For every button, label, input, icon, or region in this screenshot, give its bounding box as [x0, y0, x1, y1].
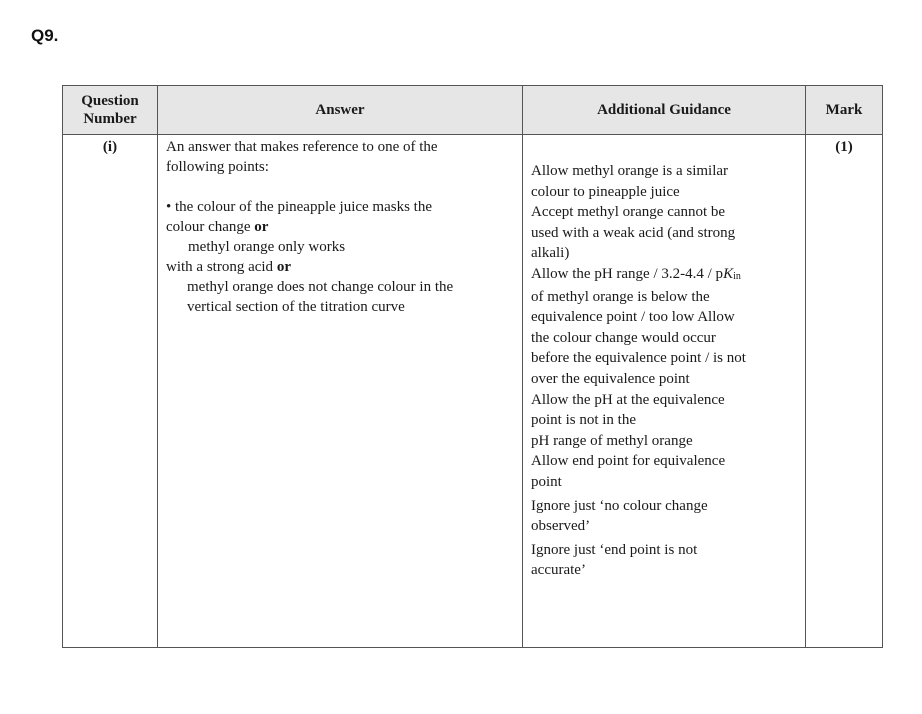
guidance-line: of methyl orange is below the: [531, 288, 710, 305]
header-additional-guidance: Additional Guidance: [523, 86, 806, 135]
guidance-line: equivalence point / too low Allow: [531, 309, 735, 326]
answer-point1-text: colour change: [166, 219, 255, 235]
header-question-number-line1: Question: [81, 93, 139, 109]
header-answer: Answer: [158, 86, 523, 135]
guidance-cell: [523, 135, 806, 648]
answer-point1-line1: • the colour of the pineapple juice masks the: [166, 199, 433, 215]
guidance-line: over the equivalence point: [531, 370, 690, 387]
guidance-line: point: [531, 473, 562, 490]
mark-scheme-table: [62, 85, 883, 648]
header-question-number: [63, 86, 158, 135]
guidance-line: Accept methyl orange cannot be: [531, 204, 726, 221]
guidance-line: colour to pineapple juice: [531, 183, 680, 200]
guidance-line: pH range of methyl orange: [531, 432, 693, 449]
guidance-line: before the equivalence point / is not: [531, 350, 746, 367]
guidance-ignore2-line2: accurate’: [531, 562, 586, 579]
answer-point1-line2: [166, 217, 514, 237]
answer-intro-line2: following points:: [166, 159, 269, 175]
guidance-line: point is not in the: [531, 412, 636, 429]
guidance-line: the colour change would occur: [531, 329, 716, 346]
question-number-cell: (i): [63, 135, 158, 648]
guidance-line: Allow end point for equivalence: [531, 453, 726, 470]
guidance-ignore2-line1: Ignore just ‘end point is not: [531, 541, 698, 558]
pk-subscript: in: [733, 270, 741, 282]
table-row: [63, 135, 883, 648]
pk-symbol: K: [723, 265, 734, 282]
guidance-line: Allow methyl orange is a similar: [531, 163, 729, 179]
spacer: [166, 177, 514, 197]
answer-intro-line1: An answer that makes reference to one of the: [166, 139, 438, 155]
header-question-number-line2: Number: [83, 111, 137, 127]
answer-point2-text: with a strong acid: [166, 259, 277, 275]
header-mark: Mark: [806, 86, 883, 135]
or-connector: or: [254, 219, 269, 235]
table-header-row: [63, 86, 883, 135]
guidance-line: alkali): [531, 245, 570, 262]
answer-point3-line1: methyl orange does not change colour in the: [187, 279, 454, 295]
answer-point2-line1: methyl orange only works: [188, 239, 346, 255]
guidance-pk-prefix: Allow the pH range / 3.2-4.4 / p: [531, 265, 724, 282]
mark-cell: (1): [806, 135, 883, 648]
answer-point3-line2: vertical section of the titration curve: [187, 299, 405, 315]
question-title: Q9.: [31, 26, 59, 45]
guidance-pk-line: [531, 264, 802, 287]
guidance-line: used with a weak acid (and strong: [531, 224, 736, 241]
guidance-line: Allow the pH at the equivalence: [531, 391, 725, 408]
guidance-ignore1-line2: observed’: [531, 518, 591, 535]
or-connector: or: [276, 259, 291, 275]
answer-point2-line2: [166, 257, 514, 277]
answer-cell: [158, 135, 523, 648]
guidance-ignore1-line1: Ignore just ‘no colour change: [531, 497, 708, 514]
